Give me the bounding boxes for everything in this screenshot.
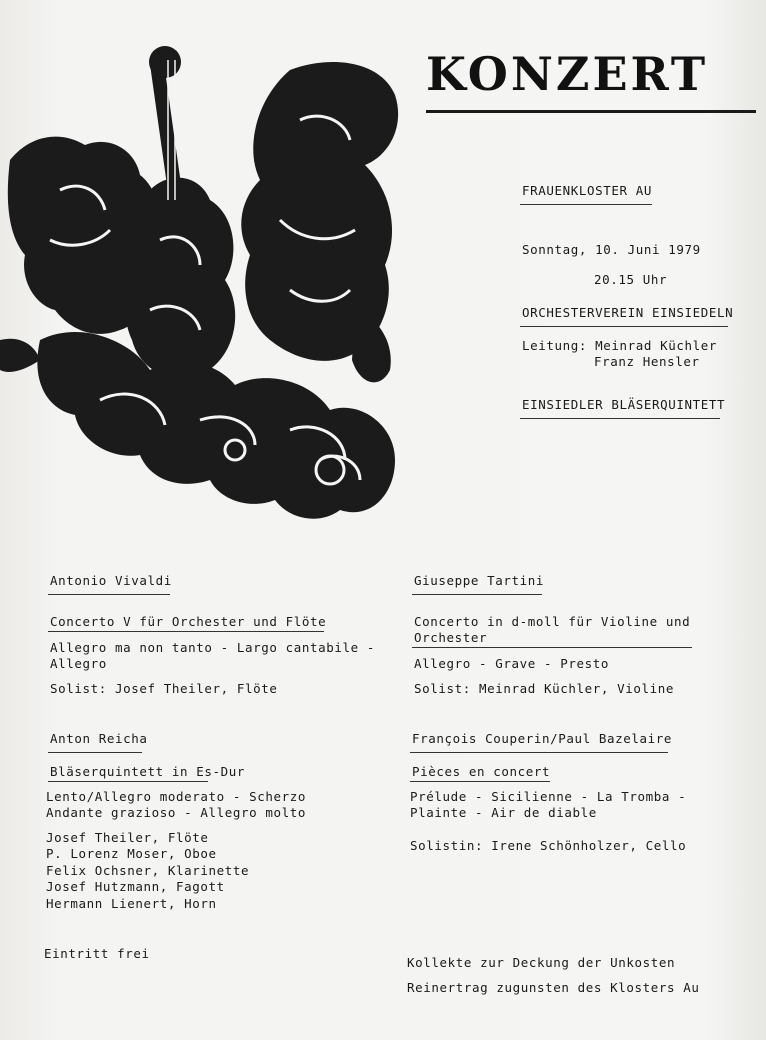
ensemble-name: EINSIEDLER BLÄSERQUINTETT xyxy=(522,397,726,412)
work-underline xyxy=(410,781,550,782)
composer-underline xyxy=(48,752,142,753)
composer-vivaldi: Antonio Vivaldi xyxy=(50,573,172,588)
collection-note-1: Kollekte zur Deckung der Unkosten xyxy=(407,955,676,970)
soloist-tartini: Solist: Meinrad Küchler, Violine xyxy=(414,681,675,696)
work-tartini-1: Concerto in d-moll für Violine und xyxy=(414,614,691,629)
conductors-label: Leitung: Meinrad Küchler xyxy=(522,338,718,353)
composer-tartini: Giuseppe Tartini xyxy=(414,573,545,588)
composer-couperin: François Couperin/Paul Bazelaire xyxy=(412,731,673,746)
composer-underline xyxy=(410,752,668,753)
work-reicha: Bläserquintett in Es-Dur xyxy=(50,764,246,779)
ensemble-underline xyxy=(520,418,720,419)
movements-couperin-1: Prélude - Sicilienne - La Tromba - xyxy=(410,789,687,804)
soloist-couperin: Solistin: Irene Schönholzer, Cello xyxy=(410,838,687,853)
reicha-player-5: Hermann Lienert, Horn xyxy=(46,896,217,911)
movements-vivaldi-1: Allegro ma non tanto - Largo cantabile - xyxy=(50,640,376,655)
work-underline xyxy=(48,631,324,632)
event-date: Sonntag, 10. Juni 1979 xyxy=(522,242,701,257)
reicha-player-4: Josef Hutzmann, Fagott xyxy=(46,879,225,894)
movements-reicha-2: Andante grazioso - Allegro molto xyxy=(46,805,307,820)
movements-tartini: Allegro - Grave - Presto xyxy=(414,656,610,671)
conductor-2: Franz Hensler xyxy=(594,354,700,369)
title-divider xyxy=(426,110,756,113)
composer-reicha: Anton Reicha xyxy=(50,731,148,746)
reicha-player-1: Josef Theiler, Flöte xyxy=(46,830,209,845)
work-underline xyxy=(412,647,692,648)
movements-couperin-2: Plainte - Air de diable xyxy=(410,805,597,820)
composer-underline xyxy=(412,594,542,595)
work-vivaldi: Concerto V für Orchester und Flöte xyxy=(50,614,327,629)
venue-underline xyxy=(520,204,652,205)
work-couperin: Pièces en concert xyxy=(412,764,551,779)
reicha-player-3: Felix Ochsner, Klarinette xyxy=(46,863,250,878)
reicha-player-2: P. Lorenz Moser, Oboe xyxy=(46,846,217,861)
work-underline xyxy=(48,781,208,782)
event-time: 20.15 Uhr xyxy=(594,272,668,287)
orchestra-name: ORCHESTERVEREIN EINSIEDELN xyxy=(522,305,734,320)
collection-note-2: Reinertrag zugunsten des Klosters Au xyxy=(407,980,700,995)
admission-note: Eintritt frei xyxy=(44,946,150,961)
cherubs-woodcut-illustration xyxy=(0,40,410,530)
work-tartini-2: Orchester xyxy=(414,630,488,645)
soloist-vivaldi: Solist: Josef Theiler, Flöte xyxy=(50,681,278,696)
movements-reicha-1: Lento/Allegro moderato - Scherzo xyxy=(46,789,307,804)
page-title: KONZERT xyxy=(426,47,709,101)
movements-vivaldi-2: Allegro xyxy=(50,656,107,671)
orchestra-underline xyxy=(520,326,728,327)
composer-underline xyxy=(48,594,170,595)
venue: FRAUENKLOSTER AU xyxy=(522,183,653,198)
